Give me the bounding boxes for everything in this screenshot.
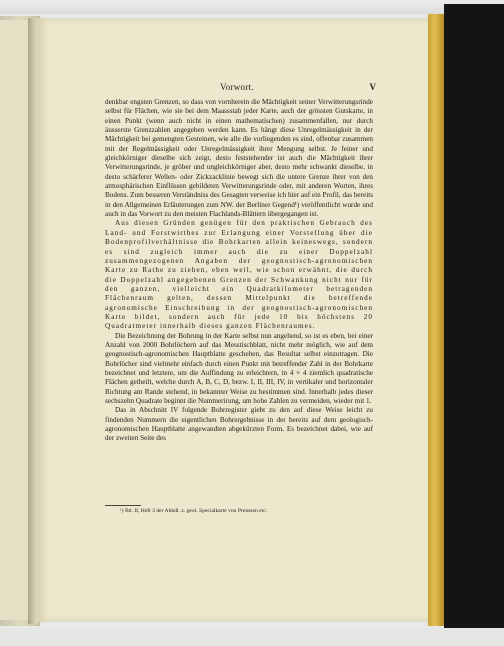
running-header <box>100 82 376 96</box>
paragraph-1: denkbar engsten Grenzen, so dass von vornherein die Mächtigkeit seiner Verwitterungsrinde selbst für Flächen, wie sie bei dem Maassstab jeder Karte, auch der grössten Gutskarte, in einen Punkt (wenn auch nicht in einen mathematischen) zusammenfallen, nur durch äusserste Grenzzahlen angegeben werden kann. Es hängt diese Unregelmässigkeit in der Mächtigkeit bei gemengten Gesteinen, wie alle die vorliegenden es sind, offenbar zusammen mit der Regelmässigkeit oder Unregelmässigkeit ihrer Mengung selbst. Je feiner und gleichkörniger dieselbe sich zeigt, desto feststehender ist auch die Mächtigkeit ihrer Verwitterungsrinde, je gröber und ungleichkörniger aber, desto mehr schwankt dieselbe, in desto schärferer Wellen- oder Zickzacklinie bewegt sich die untere Grenze ihrer von den atmosphärischen Einflüssen gebildeten Verwitterungsrinde oder, mit anderen Worten, ihres Bodens. Zum besseren Verständniss des Gesagten verweise ich hier auf ein Profil, das bereits in den Allgemeinen Erläuterungen zum NW. der Berliner Gegend¹) veröffentlicht wurde und auch in das Vorwort zu den meisten Flachlands-Blättern übergegangen ist. <box>105 98 373 219</box>
paragraph-2: Aus diesen Gründen genügen für den praktischen Gebrauch des Land- und Forstwirthes zur Erlangung einer Vorstellung über die Bodenprofilverhältnisse die Bohrkarten allein keineswegs, sondern es sind zugleich immer auch die zu einer Doppelzahl zusammengezogenen Angaben der geognostisch-agronomischen Karte zu Rathe zu ziehen, eben weil, wie schon erwähnt, die durch die Doppelzahl angegebenen Grenzen der Schwankung nicht nur für den ganzen, vielleicht ein Quadratkilometer betragenden Flächenraum gelten, dessen Mittelpunkt die betreffende agronomische Einschreibung in der geognostisch-agronomischen Karte bildet, sondern auch für jede 10 bis höchstens 20 Quadratmeter innerhalb dieses ganzen Flächenraumes. <box>105 219 373 331</box>
book-cover <box>444 4 504 640</box>
paragraph-4: Das in Abschnitt IV folgende Bohrregister giebt zu den auf diese Weise leicht zu findenden Nummern die eigentlichen Bohrergebnisse in der bereits auf dem geologisch-agronomischen Hauptblatte angewandten abgekürzten Form. Es bezeichnet dabei, wie auf der zweiten Seite des <box>105 406 373 443</box>
gutter-fold <box>28 18 38 624</box>
page-number: V <box>369 82 376 92</box>
footnote: ¹) Bd. II, Heft 3 der Abhdl. z. geol. Specialkarte von Preussen etc. <box>120 508 268 514</box>
paragraph-3: Die Bezeichnung der Bohrung in der Karte selbst nun angehend, so ist es eben, bei einer Anzahl von 2000 Bohrlöchern auf das Messtischblatt, nicht mehr möglich, wie auf dem geognostisch-agronomischen Hauptblatte geschehen, das Resultat selbst einzutragen. Die Bohrlöcher sind vielmehr einfach durch einen Punkt mit betreffender Zahl in der Bohrkarte bezeichnet und letztere, um die Auffindung zu erleichtern, in 4 × 4 ziemlich quadratische Flächen getheilt, welche durch A, B, C, D, bezw. I, II, III, IV, in vertikaler und horizontaler Richtung am Rande stehend, in bekannter Weise zu bestimmen sind. Innerhalb jedes dieser sechszehn Quadrate beginnt die Nummerirung, um hohe Zahlen zu vermeiden, wieder mit 1. <box>105 331 373 405</box>
gilt-page-edge <box>428 14 444 626</box>
body-text <box>105 98 373 444</box>
background-top <box>0 0 504 14</box>
footnote-rule <box>105 505 141 506</box>
running-title: Vorwort. <box>220 82 254 92</box>
background-bottom <box>0 628 504 646</box>
facing-page-edge <box>0 20 31 620</box>
